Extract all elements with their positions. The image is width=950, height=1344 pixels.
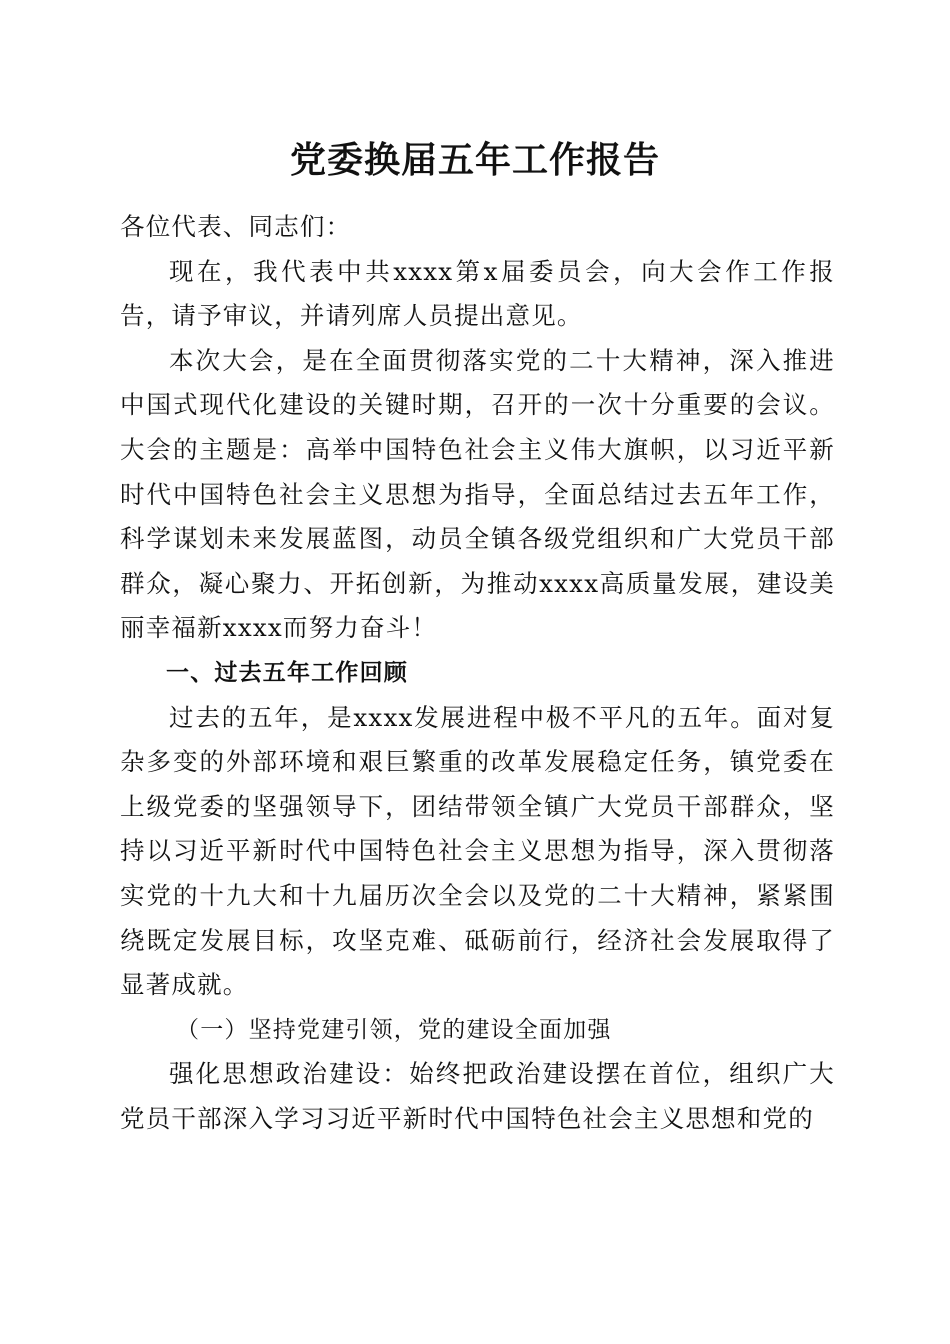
subsection-heading: （一）坚持党建引领，党的建设全面加强 (176, 1016, 612, 1043)
document-title: 党委换届五年工作报告 (289, 139, 660, 181)
paragraph: 本次大会，是在全面贯彻落实党的二十大精神，深入推进中国式现代化建设的关键时期，召开的一次十分重要的会议。大会的主题是：高举中国特色社会主义伟大旗帜，以习近平新时代中国特色社会主义思想为指导，全面总结过去五年工作，科学谋划未来发展蓝图，动员全镇各级党组织和广大党员干部群众，凝心聚力、开拓创新，为推动xxxx高质量发展，建设美丽幸福新xxxx而努力奋斗！ (120, 345, 835, 643)
section-heading: 一、过去五年工作回顾 (166, 659, 408, 686)
paragraph: 现在，我代表中共xxxx第x届委员会，向大会作工作报告，请予审议，并请列席人员提出意见。 (120, 256, 835, 331)
paragraph: 强化思想政治建设：始终把政治建设摆在首位，组织广大党员干部深入学习习近平新时代中国特色社会主义思想和党的 (120, 1059, 835, 1133)
paragraph: 过去的五年，是xxxx发展进程中极不平凡的五年。面对复杂多变的外部环境和艰巨繁重的改革发展稳定任务，镇党委在上级党委的坚强领导下，团结带领全镇广大党员干部群众，坚持以习近平新时代中国特色社会主义思想为指导，深入贯彻落实党的十九大和十九届历次全会以及党的二十大精神，紧紧围绕既定发展目标，攻坚克难、砥砺前行，经济社会发展取得了显著成就。 (120, 702, 835, 1000)
salutation: 各位代表、同志们： (120, 212, 352, 241)
document-body (120, 205, 835, 1141)
